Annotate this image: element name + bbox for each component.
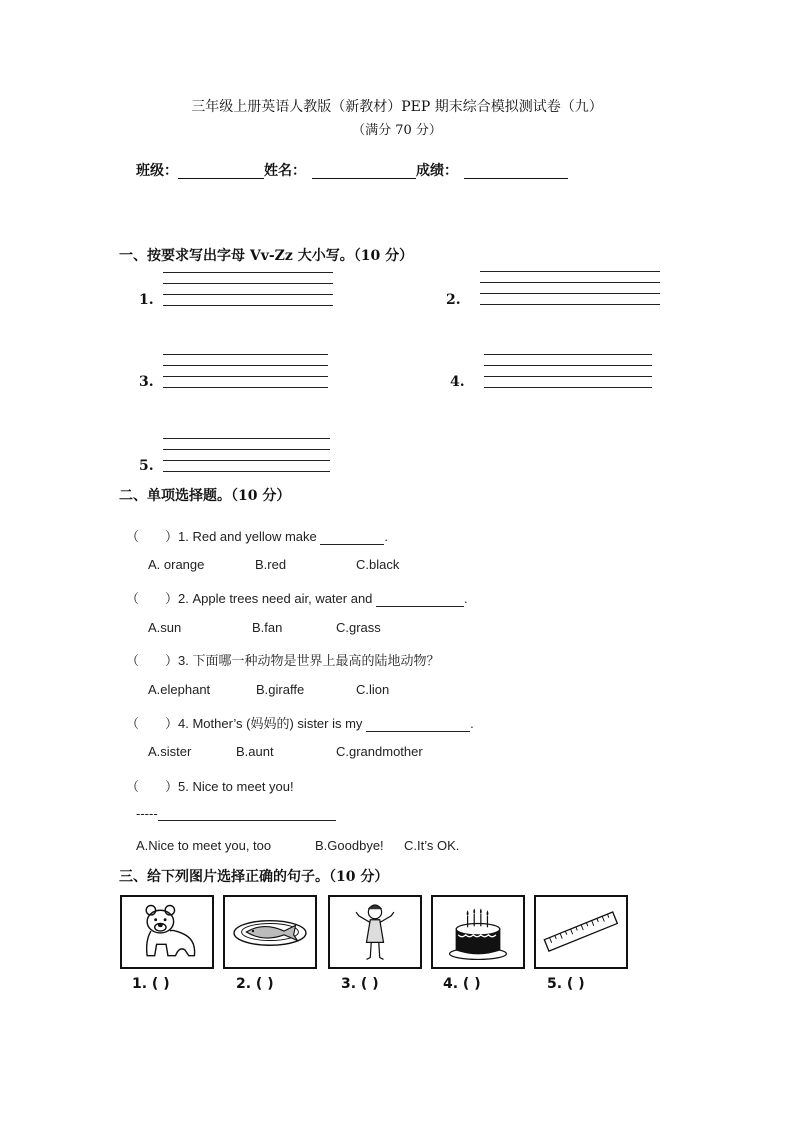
question-2-end: . <box>464 591 468 606</box>
letter-item-2-number: 2. <box>446 292 461 308</box>
girl-icon <box>330 897 420 967</box>
q2-option-a[interactable]: A.sun <box>148 620 182 635</box>
picture-4 <box>431 895 525 969</box>
question-5-blank[interactable] <box>158 807 336 821</box>
q1-option-c[interactable]: C.black <box>356 557 400 572</box>
q2-option-c[interactable]: C.grass <box>336 620 381 635</box>
letter-item-1-number: 1. <box>139 292 154 308</box>
page-title: 三年级上册英语人教版（新教材）PEP 期末综合模拟测试卷（九） <box>191 99 603 115</box>
question-4 <box>126 713 474 732</box>
writing-lines-4[interactable] <box>484 354 652 398</box>
letter-item-4-number: 4. <box>450 374 465 390</box>
class-label: 班级： <box>136 163 178 179</box>
picture-1-answer[interactable]: 1. ( ) <box>132 976 170 992</box>
q2-option-b[interactable]: B.fan <box>252 620 283 635</box>
q1-option-b[interactable]: B.red <box>255 557 287 572</box>
class-blank[interactable] <box>178 162 264 179</box>
section1-heading: 一、按要求写出字母 Vv-Zz 大小写。（10 分） <box>119 248 414 264</box>
writing-lines-1[interactable] <box>163 272 333 316</box>
question-3-stem: （ ）3. 下面哪一种动物是世界上最高的陆地动物？ <box>126 653 440 668</box>
picture-2-answer[interactable]: 2. ( ) <box>236 976 274 992</box>
picture-2 <box>223 895 317 969</box>
q3-option-c[interactable]: C.lion <box>356 682 390 697</box>
q4-option-b[interactable]: B.aunt <box>236 744 274 759</box>
question-4-stem: （ ）4. Mother’s (妈妈的) sister is my <box>126 716 363 731</box>
question-5-stem: （ ）5. Nice to meet you! <box>126 779 294 794</box>
question-1 <box>126 526 388 545</box>
section2-heading: 二、单项选择题。（10 分） <box>119 488 291 504</box>
page-subtitle: （满分 70 分） <box>352 123 442 138</box>
q1-option-a[interactable]: A. orange <box>148 557 205 572</box>
fish-plate-icon <box>225 897 315 967</box>
q3-option-a[interactable]: A.elephant <box>148 682 211 697</box>
writing-lines-3[interactable] <box>163 354 328 398</box>
question-1-end: . <box>384 529 388 544</box>
question-1-stem: （ ）1. Red and yellow make <box>126 529 317 544</box>
q4-option-c[interactable]: C.grandmother <box>336 744 423 759</box>
question-3 <box>126 650 439 669</box>
question-5 <box>126 776 294 795</box>
picture-4-answer[interactable]: 4. ( ) <box>443 976 481 992</box>
q5-option-c[interactable]: C.It’s OK. <box>404 838 460 853</box>
question-5-prefix: ----- <box>136 806 158 821</box>
question-2 <box>126 588 468 607</box>
question-5-answer-line <box>136 806 336 821</box>
question-1-blank[interactable] <box>320 531 384 545</box>
picture-1 <box>120 895 214 969</box>
name-blank[interactable] <box>312 162 416 179</box>
question-4-blank[interactable] <box>366 718 470 732</box>
ruler-icon <box>536 897 626 967</box>
q5-option-b[interactable]: B.Goodbye! <box>315 838 384 853</box>
question-2-stem: （ ）2. Apple trees need air, water and <box>126 591 373 606</box>
picture-3-answer[interactable]: 3. ( ) <box>341 976 379 992</box>
picture-5-answer[interactable]: 5. ( ) <box>547 976 585 992</box>
letter-item-5-number: 5. <box>139 458 154 474</box>
score-blank[interactable] <box>464 162 568 179</box>
section3-heading: 三、给下列图片选择正确的句子。（10 分） <box>119 869 389 885</box>
writing-lines-2[interactable] <box>480 271 660 315</box>
q4-option-a[interactable]: A.sister <box>148 744 192 759</box>
picture-5 <box>534 895 628 969</box>
birthday-cake-icon <box>433 897 523 967</box>
writing-lines-5[interactable] <box>163 438 330 482</box>
student-info-row <box>136 160 568 180</box>
letter-item-3-number: 3. <box>139 374 154 390</box>
score-label: 成绩： <box>416 163 458 179</box>
q5-option-a[interactable]: A.Nice to meet you, too <box>136 838 272 853</box>
name-label: 姓名： <box>264 163 306 179</box>
q3-option-b[interactable]: B.giraffe <box>256 682 305 697</box>
bear-icon <box>122 897 212 967</box>
picture-3 <box>328 895 422 969</box>
question-4-end: . <box>470 716 474 731</box>
question-2-blank[interactable] <box>376 593 464 607</box>
